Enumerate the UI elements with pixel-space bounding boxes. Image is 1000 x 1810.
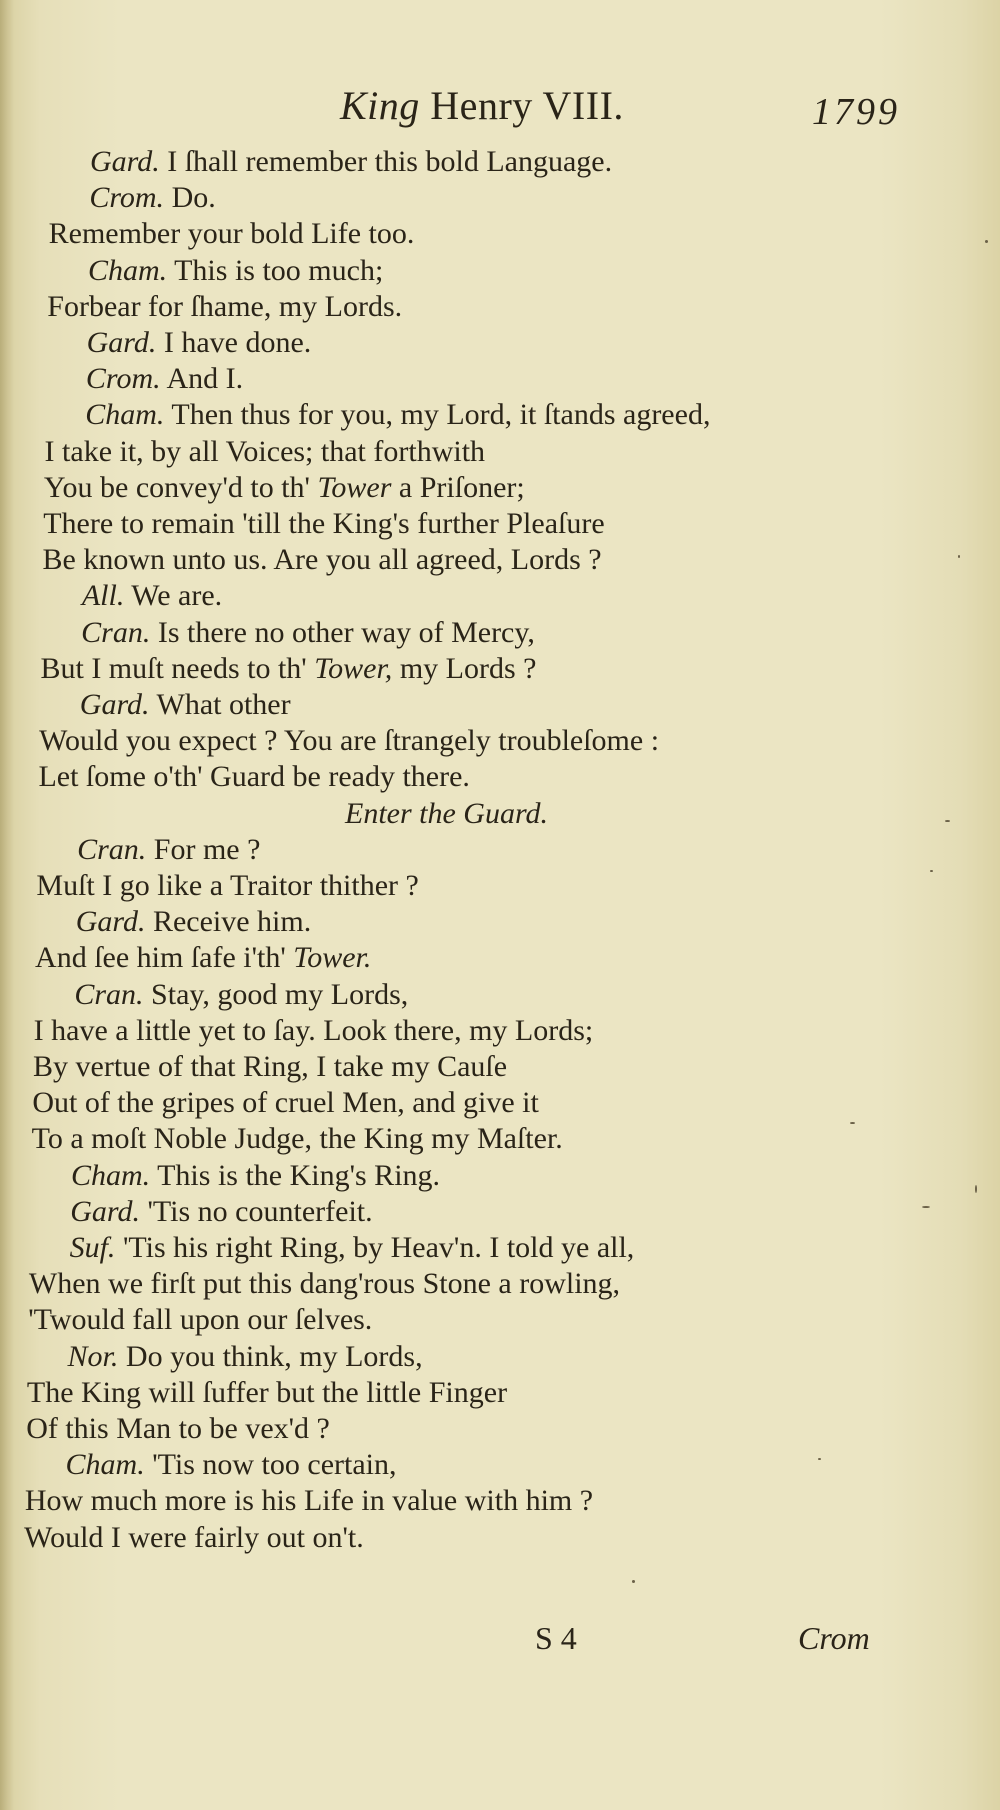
verse-line [32,1121,563,1157]
verse-line [34,1013,594,1049]
line-text: And I. [166,362,244,396]
italic-text: Tower, [314,651,393,685]
speech-line [71,1158,440,1194]
line-text: 'Twould fall upon our ſelves. [28,1303,373,1337]
speaker-name: Gard. [86,326,157,359]
speech-line [88,253,383,289]
line-text: Muſt I go like a Traitor thither ? [36,869,419,902]
paper-speck [945,820,950,822]
speech-line [68,1339,423,1375]
line-text: The King will ſuffer but the little Finger [26,1375,508,1409]
line-text: When we firſt put this dang'rous Stone a rowling, [28,1267,621,1301]
verse-line [44,470,525,506]
verse-line [26,1411,330,1447]
line-text: I have done. [163,326,312,359]
line-text: Would I were fairly out on't. [24,1520,364,1554]
paper-speck [975,1185,977,1193]
speech-line [89,180,215,216]
verse-line [43,506,604,542]
verse-line [35,940,371,976]
line-text: You be convey'd to th' [43,470,318,504]
speech-line [81,615,535,651]
line-text: This is the King's Ring. [157,1158,441,1192]
speaker-name: Cran. [77,832,147,866]
line-text: I take it, by all Voices; that forthwith [44,434,486,468]
verse-line [36,868,418,904]
speaker-name: Cran. [74,977,144,1011]
line-text: Do you think, my Lords, [125,1339,423,1373]
speech-line [70,1230,635,1266]
verse-line [25,1483,593,1519]
line-text: What other [156,688,291,721]
verse-line [43,542,602,578]
stage-direction-text: Enter the Guard. [345,796,549,830]
line-text: 'Tis no counterfeit. [147,1194,373,1228]
line-text: 'Tis now too certain, [152,1448,397,1482]
line-text: We are. [131,579,223,613]
speech-line [90,144,612,180]
running-head-italic: King [340,83,420,128]
verse-line [40,651,536,687]
verse-line [49,216,415,252]
speaker-name: Gard. [75,905,146,939]
line-text: Of this Man to be vex'd ? [26,1412,330,1445]
speaker-name: All. [81,579,125,613]
speech-line [80,687,291,723]
paper-speck [922,1206,930,1208]
line-text: How much more is his Life in value with him ? [24,1484,594,1518]
verse-line [28,1302,372,1338]
line-text: But I muſt needs to th' [40,651,315,685]
page-gutter-shadow [0,0,14,1810]
speech-line [85,397,710,433]
speaker-name: Cham. [87,253,168,287]
speaker-name: Cham. [65,1448,145,1482]
speaker-name: Cran. [81,615,151,649]
paper-speck [930,870,933,872]
speaker-name: Nor. [67,1339,119,1373]
stage-direction [345,796,548,832]
signature-mark: S 4 [535,1620,577,1656]
verse-line [39,723,659,759]
speech-line [87,325,312,361]
paper-speck [632,1580,635,1583]
page-number: 1799 [812,91,900,133]
line-text: This is too much; [174,253,384,287]
speaker-name: Gard. [90,145,160,178]
line-text: Forbear for ſhame, my Lords. [47,289,403,323]
line-text: And ſee him ſafe i'th' [35,941,294,975]
verse-line [38,759,469,795]
speaker-name: Gard. [70,1194,140,1228]
paper-speck [985,240,988,243]
line-text: 'Tis his right Ring, by Heav'n. I told ye all, [122,1231,635,1264]
line-text: I ſhall remember this bold Language. [167,145,613,178]
verse-line [32,1085,539,1121]
line-text: Is there no other way of Mercy, [157,615,535,649]
verse-line [33,1049,507,1085]
line-text: Stay, good my Lords, [151,977,409,1011]
verse-line [45,434,485,470]
running-head [340,82,624,129]
speaker-name: Cham. [85,398,165,432]
line-text: Let ſome o'th' Guard be ready there. [38,760,470,794]
speaker-name: Gard. [79,688,150,721]
verse-line [27,1375,507,1411]
speech-line [70,1194,372,1230]
catchword: Crom [798,1620,870,1656]
speaker-name: Crom. [89,181,165,215]
italic-text: Tower [317,470,392,504]
speech-line [86,361,243,397]
line-text: For me ? [153,832,261,866]
line-text: To a moſt Noble Judge, the King my Maſter. [31,1122,563,1156]
line-text: Out of the gripes of cruel Men, and give it [32,1086,539,1120]
paper-speck [958,555,960,558]
line-text: my Lords ? [392,651,537,685]
line-text: Be known unto us. Are you all agreed, Lords ? [42,543,602,577]
line-text: Would you expect ? You are ſtrangely troubleſome : [39,724,660,758]
speech-line [76,904,312,940]
speaker-name: Suf. [69,1231,116,1264]
line-text: Then thus for you, my Lord, it ſtands agreed, [171,398,711,432]
speech-line [66,1447,397,1483]
paper-speck [818,1458,821,1460]
speaker-name: Cham. [70,1158,151,1192]
line-text: Receive him. [152,905,312,939]
speech-line [82,578,222,614]
line-text: Remember your bold Life too. [48,217,415,251]
line-text: There to remain 'till the King's further Pleaſure [43,507,605,540]
verse-line [29,1266,620,1302]
running-head-title: Henry VIII. [430,83,624,128]
italic-text: Tower. [293,941,372,975]
speaker-name: Crom. [85,362,161,396]
line-text: I have a little yet to ſay. Look there, my Lords; [33,1013,594,1047]
line-text: a Priſoner; [391,470,525,504]
verse-line [47,289,402,325]
verse-line [24,1520,364,1556]
speech-line [74,977,408,1013]
line-text: By vertue of that Ring, I take my Cauſe [33,1050,508,1083]
paper-speck [850,1122,855,1124]
speech-line [77,832,260,868]
line-text: Do. [171,181,216,215]
